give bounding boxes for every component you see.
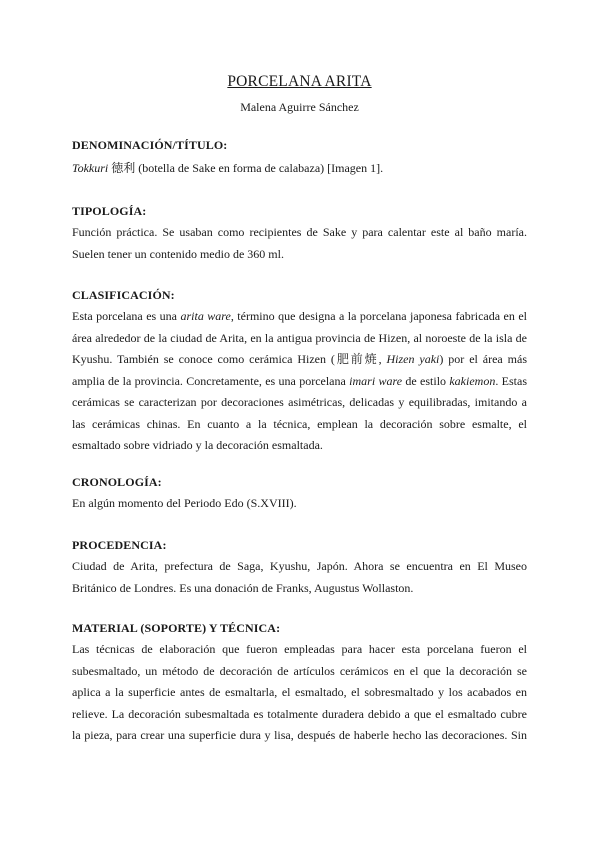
term-hizen-yaki: Hizen yaki: [386, 352, 440, 366]
text-line: En algún momento del Periodo Edo (S.XVIII).: [72, 496, 297, 510]
text-line: esmaltado sobre vidriado y la decoración esmaltada.: [72, 438, 323, 452]
term-arita-ware: arita ware: [180, 309, 231, 323]
text-line: aplica a la superficie antes de esmaltarla, el esmaltado, el sobresmaltado y los acabados en: [72, 685, 527, 699]
author-name: Malena Aguirre Sánchez: [240, 100, 359, 114]
heading-material: MATERIAL (SOPORTE) Y TÉCNICA:: [72, 621, 281, 635]
para-cronologia: [72, 493, 527, 515]
text-line: subesmaltado, un método de decoración de artículos cerámicos en el que la decoración se: [72, 663, 527, 678]
heading-cronologia: CRONOLOGÍA:: [72, 475, 162, 489]
term-description: (botella de Sake en forma de calabaza) [Imagen 1].: [138, 161, 384, 175]
para-material: [72, 639, 527, 747]
term-kakiemon: kakiemon: [449, 373, 496, 388]
text-line: Función práctica. Se usaban como recipientes de Sake y para calentar este al baño maría.: [72, 225, 527, 239]
para-denominacion: [72, 158, 527, 180]
text-line: la pieza, para crear una superficie dura y lisa, después de haberle hecho las decoraciones. Sin: [72, 728, 527, 742]
text-line: Ciudad de Arita, prefectura de Saga, Kyushu, Japón. Ahora se encuentra en El Museo: [72, 559, 527, 573]
para-tipologia: [72, 222, 527, 265]
heading-procedencia: PROCEDENCIA:: [72, 538, 167, 552]
heading-denominacion: DENOMINACIÓN/TÍTULO:: [72, 138, 228, 152]
text-line: área alrededor de la ciudad de Arita, en la antigua provincia de Hizen, al noroeste de la isla de: [72, 330, 527, 345]
heading-clasificacion: CLASIFICACIÓN:: [72, 288, 175, 302]
page-title: PORCELANA ARITA: [227, 73, 372, 90]
term-hizen-kanji: 肥前焼: [334, 352, 379, 366]
term-imari-ware: imari ware: [349, 373, 403, 388]
text-line: cerámicas se caracterizan por decoraciones asimétricas, delicadas y equilibradas, imitando a: [72, 395, 527, 409]
text-line: Esta porcelana es una arita ware, término que designa a la porcelana japonesa fabricada en el: [72, 309, 527, 323]
text-line: Kyushu. También se conoce como cerámica Hizen (肥前焼, Hizen yaki) por el área más: [72, 352, 527, 366]
text-line: las cerámicas chinas. En cuanto a la técnica, emplean la decoración sobre esmalte, el: [72, 416, 527, 431]
text-line: [72, 158, 527, 180]
term-kanji: 徳利: [111, 161, 136, 175]
para-clasificacion: [72, 306, 527, 457]
text-line: Británico de Londres. Es una donación de Franks, Augustus Wollaston.: [72, 580, 414, 595]
text-line: amplia de la provincia. Concretamente, es una porcelana imari ware de estilo kakiemon. Estas: [72, 373, 527, 388]
heading-tipologia: TIPOLOGÍA:: [72, 204, 147, 218]
term-tokkuri: Tokkuri: [72, 161, 109, 175]
text-line: Suelen tener un contenido medio de 360 ml.: [72, 246, 284, 261]
text-line: Las técnicas de elaboración que fueron empleadas para hacer esta porcelana fueron el: [72, 642, 527, 656]
para-procedencia: [72, 556, 527, 599]
text-line: relieve. La decoración subesmaltada es totalmente duradera debido a que el esmaltado cubre: [72, 706, 527, 721]
